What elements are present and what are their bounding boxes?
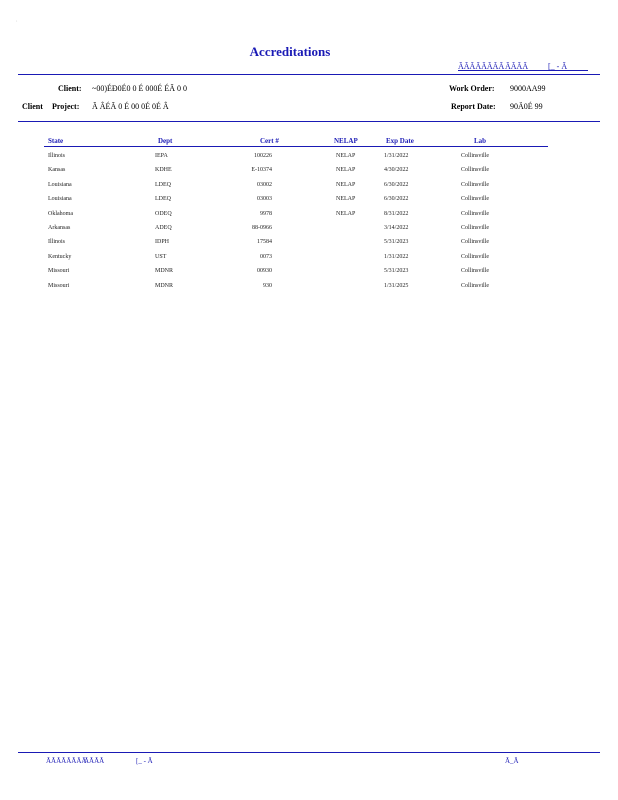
cell-dept: ODEQ bbox=[155, 210, 172, 217]
work-order-label: Work Order: bbox=[449, 84, 495, 93]
table-row bbox=[0, 182, 618, 194]
cell-cert: 00930 bbox=[257, 268, 272, 275]
cell-dept: LDEQ bbox=[155, 196, 171, 203]
cell-state: Louisiana bbox=[48, 196, 72, 203]
cell-nelap: NELAP bbox=[336, 181, 356, 188]
cell-lab: Collinsville bbox=[461, 181, 490, 188]
cell-lab: Collinsville bbox=[461, 167, 490, 174]
footer-divider bbox=[18, 752, 600, 753]
table-header-underline bbox=[44, 146, 548, 147]
cell-lab: Collinsville bbox=[461, 239, 490, 246]
table-row bbox=[0, 268, 618, 280]
cell-cert: 88-0966 bbox=[252, 225, 272, 231]
cell-exp-date: 4/30/2022 bbox=[384, 167, 409, 174]
header-divider-top bbox=[18, 74, 600, 75]
footer-garbled-text-4: Ã_Ã bbox=[505, 757, 519, 765]
column-header-cert: Cert # bbox=[260, 137, 279, 145]
cell-cert: 17584 bbox=[257, 239, 272, 246]
cell-cert: 9978 bbox=[260, 210, 272, 217]
column-header-lab: Lab bbox=[474, 137, 487, 145]
cell-state: Oklahoma bbox=[48, 210, 73, 217]
table-row bbox=[0, 239, 618, 251]
cell-exp-date: 5/31/2023 bbox=[384, 268, 409, 275]
report-date-label: Report Date: bbox=[451, 102, 496, 111]
cell-lab: Collinsville bbox=[461, 225, 490, 231]
report-date-value: 90Ä0É 99 bbox=[510, 102, 543, 111]
cell-lab: Collinsville bbox=[461, 210, 490, 217]
column-header-exp-date: Exp Date bbox=[386, 137, 414, 145]
header-underline bbox=[458, 70, 588, 71]
cell-cert: 0073 bbox=[260, 253, 272, 260]
cell-nelap: NELAP bbox=[336, 210, 356, 217]
header-divider-bottom bbox=[18, 121, 600, 122]
client-value: ~00)ÉÐ0É0 0 É 000É ÉÃ 0 0 bbox=[92, 84, 187, 93]
page-title: Accreditations bbox=[249, 44, 331, 59]
corner-mark: ` bbox=[16, 20, 18, 25]
cell-cert: 03002 bbox=[257, 181, 272, 188]
cell-exp-date: 1/31/2022 bbox=[384, 253, 409, 260]
column-header-state: State bbox=[48, 137, 64, 145]
cell-state: Missouri bbox=[48, 268, 70, 275]
cell-state: Arkansas bbox=[48, 225, 71, 231]
cell-dept: IEPA bbox=[155, 153, 168, 159]
table-row bbox=[0, 196, 618, 208]
cell-cert: 03003 bbox=[257, 196, 272, 203]
table-row bbox=[0, 211, 618, 223]
cell-exp-date: 3/14/2022 bbox=[384, 225, 409, 231]
cell-nelap: NELAP bbox=[336, 167, 356, 174]
cell-exp-date: 8/31/2022 bbox=[384, 210, 409, 217]
cell-dept: UST bbox=[155, 253, 167, 260]
cell-state: Illinois bbox=[48, 153, 66, 159]
footer-garbled-text-2: ÃÃÃÃ bbox=[84, 757, 105, 765]
cell-cert: 930 bbox=[263, 282, 272, 289]
cell-exp-date: 6/30/2022 bbox=[384, 196, 409, 203]
cell-lab: Collinsville bbox=[461, 253, 490, 260]
header-garbled-text-2: ÃÃÃÃ bbox=[505, 62, 529, 71]
cell-lab: Collinsville bbox=[461, 153, 490, 159]
cell-state: Kansas bbox=[48, 167, 66, 174]
cell-state: Missouri bbox=[48, 282, 70, 289]
cell-cert: 100226 bbox=[254, 153, 272, 159]
cell-dept: LDEQ bbox=[155, 181, 171, 188]
cell-lab: Collinsville bbox=[461, 196, 490, 203]
cell-exp-date: 6/30/2022 bbox=[384, 181, 409, 188]
cell-dept: ADEQ bbox=[155, 225, 172, 231]
cell-lab: Collinsville bbox=[461, 268, 490, 275]
cell-nelap: NELAP bbox=[336, 196, 356, 203]
table-row bbox=[0, 225, 618, 237]
project-label: Project: bbox=[52, 102, 80, 111]
cell-state: Illinois bbox=[48, 239, 66, 246]
cell-dept: IDPH bbox=[155, 239, 170, 246]
cell-nelap: NELAP bbox=[336, 153, 356, 159]
table-row bbox=[0, 167, 618, 179]
cell-lab: Collinsville bbox=[461, 282, 490, 289]
table-row bbox=[0, 283, 618, 295]
cell-exp-date: 5/31/2023 bbox=[384, 239, 409, 246]
header-garbled-text-3: [_ - Ã bbox=[548, 62, 568, 71]
column-header-dept: Dept bbox=[158, 137, 173, 145]
work-order-value: 9000AA99 bbox=[510, 84, 546, 93]
cell-exp-date: 1/31/2022 bbox=[384, 153, 409, 159]
column-header-nelap: NELAP bbox=[334, 137, 358, 145]
footer-garbled-text-3: [_ - Ã bbox=[136, 757, 153, 765]
project-value: Ã ÂÉÃ 0 É 00 0É 0É Â bbox=[92, 102, 169, 111]
table-row bbox=[0, 254, 618, 266]
cell-dept: MDNR bbox=[155, 282, 174, 289]
cell-exp-date: 1/31/2025 bbox=[384, 282, 409, 289]
cell-state: Kentucky bbox=[48, 253, 72, 260]
cell-state: Louisiana bbox=[48, 181, 72, 188]
cell-cert: E-10374 bbox=[251, 167, 272, 174]
cell-dept: MDNR bbox=[155, 268, 174, 275]
footer-garbled-text-1: ÃÃÃÃÃÃÃÃ bbox=[46, 757, 87, 765]
cell-dept: KDHE bbox=[155, 167, 172, 174]
header-garbled-text-1: ÃÃÃÃÃÃÃÃ bbox=[458, 62, 505, 71]
table-row bbox=[0, 153, 618, 165]
client-label: Client: bbox=[58, 84, 82, 93]
client-project-label: Client bbox=[22, 102, 43, 111]
